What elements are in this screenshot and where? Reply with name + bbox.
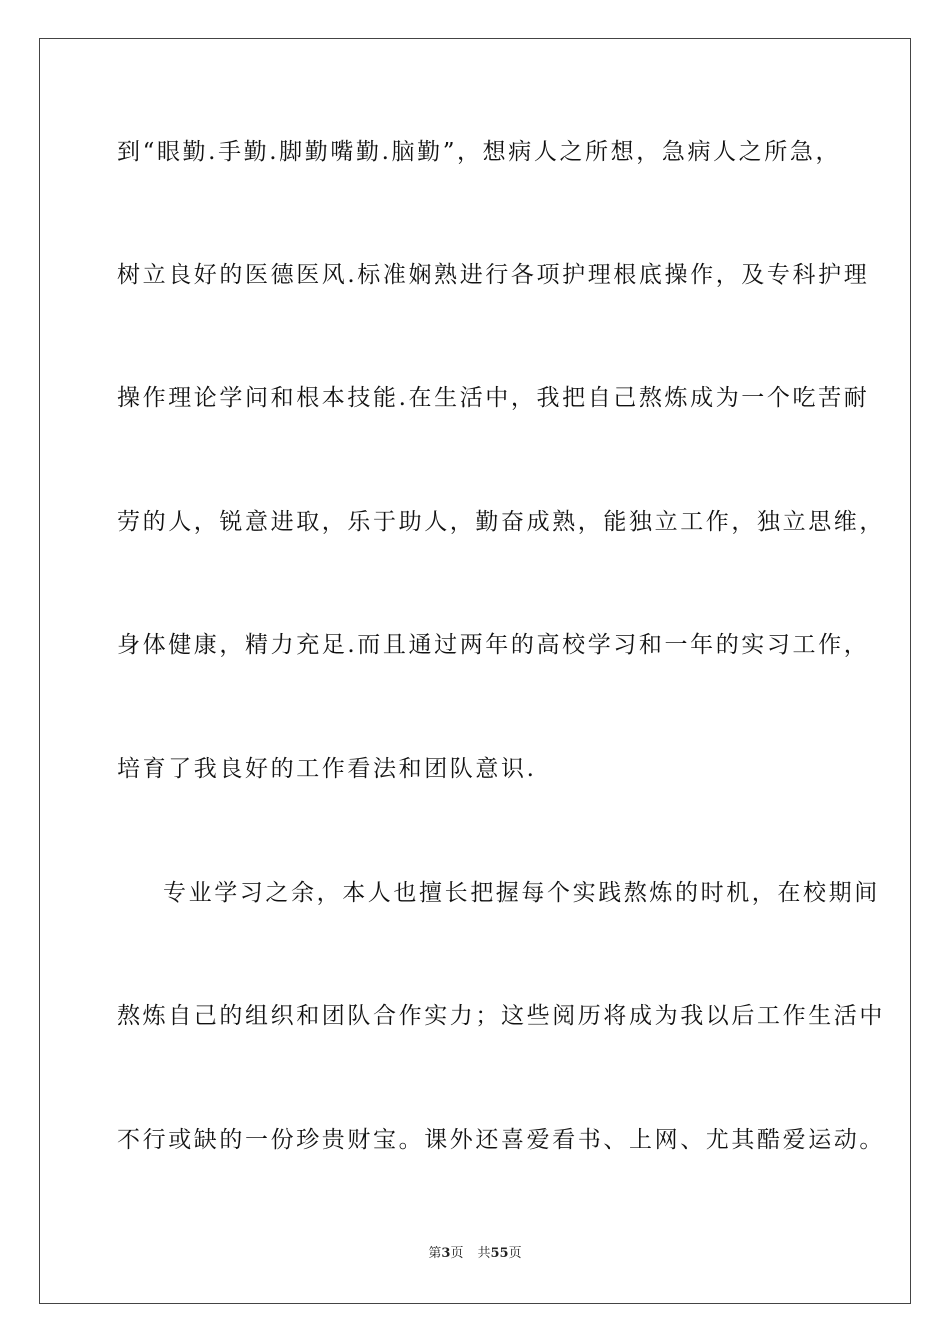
body-line-4: 劳的人，锐意进取，乐于助人，勤奋成熟，能独立工作，独立思维， bbox=[117, 509, 885, 535]
body-line-1: 到“眼勤.手勤.脚勤嘴勤.脑勤”，想病人之所想，急病人之所急， bbox=[117, 139, 842, 165]
page-number: 3 bbox=[441, 1246, 451, 1261]
total-suffix: 页 bbox=[508, 1246, 522, 1261]
body-line-7: 专业学习之余，本人也擅长把握每个实践熬炼的时机，在校期间 bbox=[163, 880, 880, 906]
body-line-2: 树立良好的医德医风.标准娴熟进行各项护理根底操作，及专科护理 bbox=[117, 262, 870, 288]
total-pages: 55 bbox=[490, 1246, 509, 1261]
body-line-9: 不行或缺的一份珍贵财宝。课外还喜爱看书、上网、尤其酷爱运动。 bbox=[117, 1127, 885, 1153]
body-line-6: 培育了我良好的工作看法和团队意识. bbox=[117, 756, 537, 782]
page-prefix: 第 bbox=[428, 1246, 442, 1261]
page-border bbox=[39, 38, 911, 1304]
page-footer bbox=[0, 1246, 950, 1262]
body-line-8: 熬炼自己的组织和团队合作实力；这些阅历将成为我以后工作生活中 bbox=[117, 1003, 885, 1029]
total-prefix: 共 bbox=[477, 1246, 491, 1261]
body-line-3: 操作理论学问和根本技能.在生活中，我把自己熬炼成为一个吃苦耐 bbox=[117, 385, 870, 411]
page-suffix: 页 bbox=[450, 1246, 464, 1261]
body-line-5: 身体健康，精力充足.而且通过两年的高校学习和一年的实习工作， bbox=[117, 632, 870, 658]
